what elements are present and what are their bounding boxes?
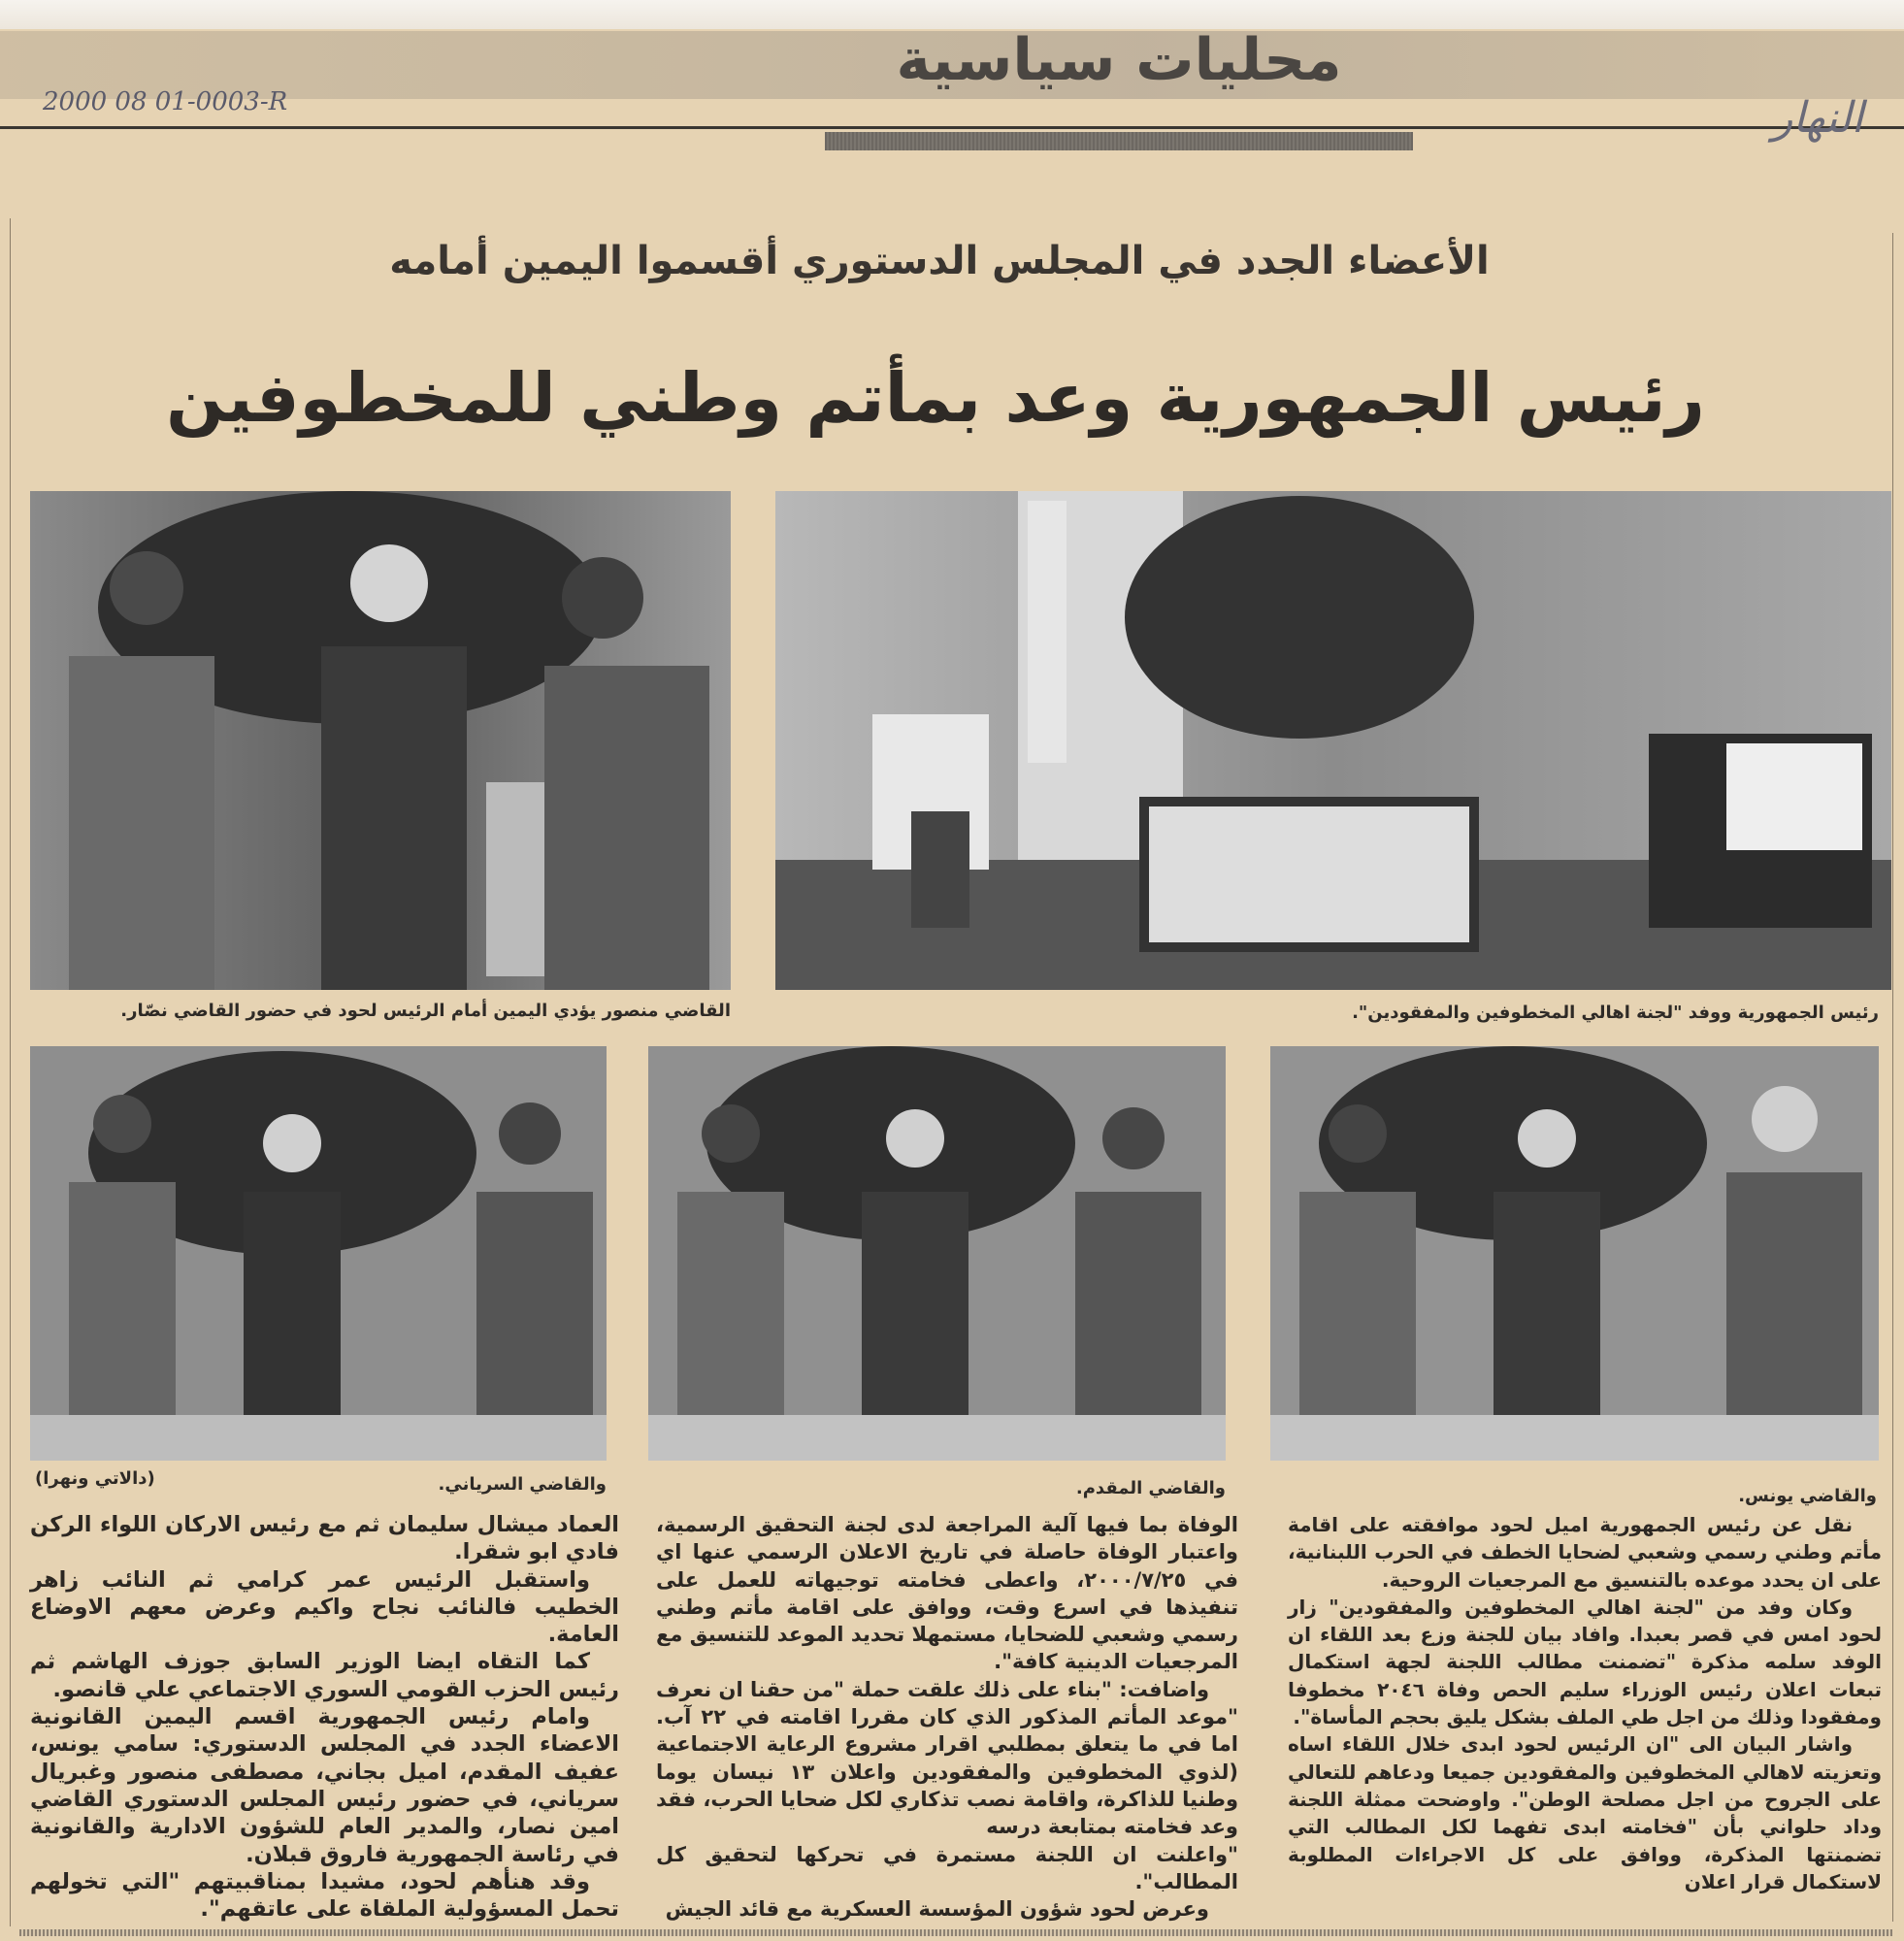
article-column-right bbox=[1288, 1511, 1882, 1895]
paragraph: وامام رئيس الجمهورية اقسم اليمين القانونية الاعضاء الجدد في المجلس الدستوري: سامي يونس، عفيف المقدم، اميل بجاني، مصطفى منصور وغبريال سرياني، في حضور رئيس المجلس الدستوري القاضي امين نصار، والمدير العام للشؤون الادارية والقانونية في رئاسة الجمهورية فاروق قبلان. bbox=[30, 1704, 619, 1867]
photo-oath-moqaddam bbox=[648, 1046, 1226, 1461]
article-column-middle bbox=[656, 1511, 1238, 1923]
frame-line-right bbox=[1892, 233, 1893, 1922]
paragraph: واضافت: "بناء على ذلك علقت حملة "من حقنا ان نعرف "موعد المأتم المذكور الذي كان مقررا اقامته في ٢٢ آب. اما في ما يتعلق بمطلبي اقرار مشروع الرعاية الاجتماعية (لذوي المخطوفين والمفقودين واعلان ١٣ نيسان يوما وطنيا للذاكرة، واقامة نصب تذكاري لكل ضحايا الحرب، فقد وعد فخامته بمتابعة درسه bbox=[656, 1677, 1238, 1839]
photo-delegation-meeting bbox=[775, 491, 1891, 990]
paragraph: الوفاة بما فيها آلية المراجعة لدى لجنة التحقيق الرسمية، واعتبار الوفاة حاصلة في تاريخ الاعلان الرسمي عنها اي في ٢٠٠٠/٧/٢٥، واعطى فخامته توجيهاته للعمل على تنفيذها في اسرع وقت، ووافق على اقامة مأتم وطني رسمي وشعبي للضحايا، مستمهلا تحديد الموعد للتنسيق مع المرجعيات الدينية كافة". bbox=[656, 1513, 1239, 1674]
photo-credit: (دالاتي ونهرا) bbox=[35, 1468, 155, 1489]
paragraph: واستقبل الرئيس عمر كرامي ثم النائب زاهر الخطيب فالنائب نجاح واكيم وعرض معهم الاوضاع العامة. bbox=[30, 1566, 619, 1648]
frame-line-left bbox=[10, 218, 11, 1926]
article-column-left bbox=[30, 1511, 619, 1923]
paragraph: واشار البيان الى "ان الرئيس لحود ابدى خلال اللقاء اساه وتعزيته لاهالي المخطوفين والمفقودين جميعا ودعاهم للتعالي على الجروح من اجل مصلحة الوطن". واوضحت ممثلة اللجنة وداد حلواني بأن "فخامته ابدى تفهما لكل المطالب التي تضمنتها المذكرة، ووافق على كل الاجراءات المطلوبة لاستكمال قرار اعلان bbox=[1288, 1732, 1882, 1893]
caption-bottom-left: والقاضي السرياني. bbox=[438, 1474, 607, 1495]
paragraph: وقد هنأهم لحود، مشيدا بمناقبيتهم "التي تخولهم تحمل المسؤولية الملقاة على عاتقهم". bbox=[30, 1868, 619, 1923]
header-rule bbox=[0, 126, 1904, 129]
paragraph: العماد ميشال سليمان ثم مع رئيس الاركان اللواء الركن فادي ابو شقرا. bbox=[30, 1512, 619, 1565]
paragraph: كما التقاه ايضا الوزير السابق جوزف الهاشم ثم رئيس الحزب القومي السوري الاجتماعي علي قانصو. bbox=[30, 1649, 619, 1702]
bottom-hatched-rule bbox=[19, 1929, 1892, 1936]
section-title: محليات سياسية bbox=[896, 26, 1342, 94]
section-title-bar bbox=[825, 132, 1413, 150]
caption-bottom-right: والقاضي يونس. bbox=[1738, 1486, 1877, 1506]
paragraph: "واعلنت ان اللجنة مستمرة في تحركها لتحقيق كل المطالب". bbox=[656, 1842, 1238, 1893]
source-note: النهار bbox=[1772, 93, 1863, 143]
caption-bottom-middle: والقاضي المقدم. bbox=[1075, 1478, 1226, 1498]
photo-oath-younes bbox=[1270, 1046, 1879, 1461]
article-subtitle: الأعضاء الجدد في المجلس الدستوري أقسموا اليمين أمامه bbox=[389, 239, 1490, 283]
photo-oath-siryani bbox=[30, 1046, 607, 1461]
photo-oath-mansour bbox=[30, 491, 731, 990]
archive-note: 2000 08 01-0003-R bbox=[43, 87, 288, 116]
caption-top-right: رئيس الجمهورية ووفد "لجنة اهالي المخطوفين والمفقودين". bbox=[1352, 1003, 1879, 1023]
paragraph: وكان وفد من "لجنة اهالي المخطوفين والمفقودين" زار لحود امس في قصر بعبدا. وافاد بيان للجنة وزع بعد اللقاء ان الوفد سلمه مذكرة "تضمنت مطالب اللجنة لجهة استكمال تبعات اعلان رئيس الوزراء سليم الحص وفاة ٢٠٤٦ مخطوفا ومفقودا وذلك من اجل طي الملف بشكل يليق بحجم المأساة". bbox=[1288, 1595, 1882, 1729]
paragraph: نقل عن رئيس الجمهورية اميل لحود موافقته على اقامة مأتم وطني رسمي وشعبي لضحايا الخطف في الحرب اللبنانية، على ان يحدد موعده بالتنسيق مع المرجعيات الروحية. bbox=[1288, 1513, 1882, 1592]
article-headline: رئيس الجمهورية وعد بمأتم وطني للمخطوفين bbox=[166, 358, 1705, 438]
caption-top-left: القاضي منصور يؤدي اليمين أمام الرئيس لحود في حضور القاضي نصّار. bbox=[120, 1001, 731, 1021]
paragraph: وعرض لحود شؤون المؤسسة العسكرية مع قائد الجيش bbox=[665, 1897, 1209, 1922]
